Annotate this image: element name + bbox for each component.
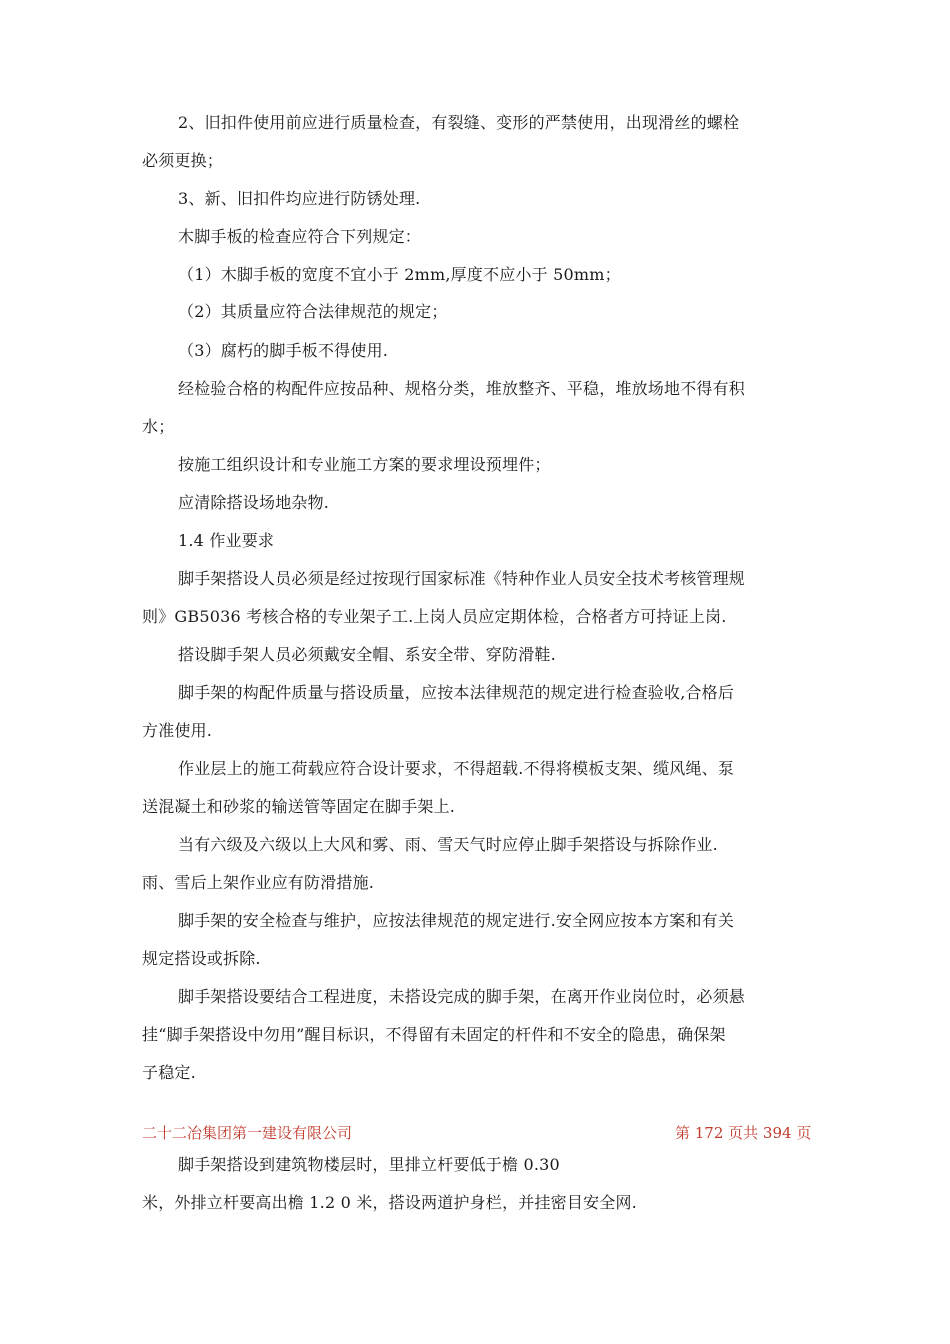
text-line: 2、旧扣件使用前应进行质量检查，有裂缝、变形的严禁使用，出现滑丝的螺栓 bbox=[178, 113, 740, 132]
text-line: 搭设脚手架人员必须戴安全帽、系安全带、穿防滑鞋. bbox=[178, 645, 556, 664]
footer-company: 二十二冶集团第一建设有限公司 bbox=[142, 1124, 353, 1142]
text-line: 方准使用. bbox=[142, 721, 213, 740]
text-line: 挂“脚手架搭设中勿用”醒目标识，不得留有未固定的杆件和不安全的隐患，确保架 bbox=[142, 1025, 726, 1044]
text-line: （1）木脚手板的宽度不宜小于 2mm,厚度不应小于 50mm； bbox=[178, 265, 621, 284]
section-heading: 1.4 作业要求 bbox=[178, 531, 275, 550]
text-line: 作业层上的施工荷载应符合设计要求，不得超载.不得将模板支架、缆风绳、泵 bbox=[178, 759, 735, 778]
text-line: （3）腐朽的脚手板不得使用. bbox=[178, 341, 389, 360]
text-line: 脚手架搭设到建筑物楼层时，里排立杆要低于檐 0.30 bbox=[178, 1155, 560, 1174]
text-line: （2）其质量应符合法律规范的规定； bbox=[178, 302, 448, 321]
text-line: 当有六级及六级以上大风和雾、雨、雪天气时应停止脚手架搭设与拆除作业. bbox=[178, 835, 718, 854]
text-line: 按施工组织设计和专业施工方案的要求埋设预埋件； bbox=[178, 455, 551, 474]
text-line: 脚手架搭设人员必须是经过按现行国家标准《特种作业人员安全技术考核管理规 bbox=[178, 569, 746, 588]
text-line: 规定搭设或拆除. bbox=[142, 949, 261, 968]
text-line: 水； bbox=[142, 417, 175, 436]
text-line: 则》GB5036 考核合格的专业架子工.上岗人员应定期体检，合格者方可持证上岗. bbox=[142, 607, 727, 626]
text-line: 应清除搭设场地杂物. bbox=[178, 493, 330, 512]
text-line: 脚手架搭设要结合工程进度，未搭设完成的脚手架，在离开作业岗位时，必须悬 bbox=[178, 987, 746, 1006]
text-line: 木脚手板的检查应符合下列规定： bbox=[178, 227, 422, 246]
text-line: 3、新、旧扣件均应进行防锈处理. bbox=[178, 189, 421, 208]
text-line: 子稳定. bbox=[142, 1063, 196, 1082]
text-line: 脚手架的构配件质量与搭设质量，应按本法律规范的规定进行检查验收,合格后 bbox=[178, 683, 735, 702]
text-line: 必须更换； bbox=[142, 151, 224, 170]
text-line: 雨、雪后上架作业应有防滑措施. bbox=[142, 873, 375, 892]
text-line: 送混凝土和砂浆的输送管等固定在脚手架上. bbox=[142, 797, 456, 816]
text-line: 脚手架的安全检查与维护，应按法律规范的规定进行.安全网应按本方案和有关 bbox=[178, 911, 735, 930]
text-line: 经检验合格的构配件应按品种、规格分类，堆放整齐、平稳，堆放场地不得有积 bbox=[178, 379, 746, 398]
text-line: 米，外排立杆要高出檐 1.2 0 米，搭设两道护身栏，并挂密目安全网. bbox=[142, 1193, 637, 1212]
footer-page-number: 第 172 页共 394 页 bbox=[675, 1124, 812, 1142]
